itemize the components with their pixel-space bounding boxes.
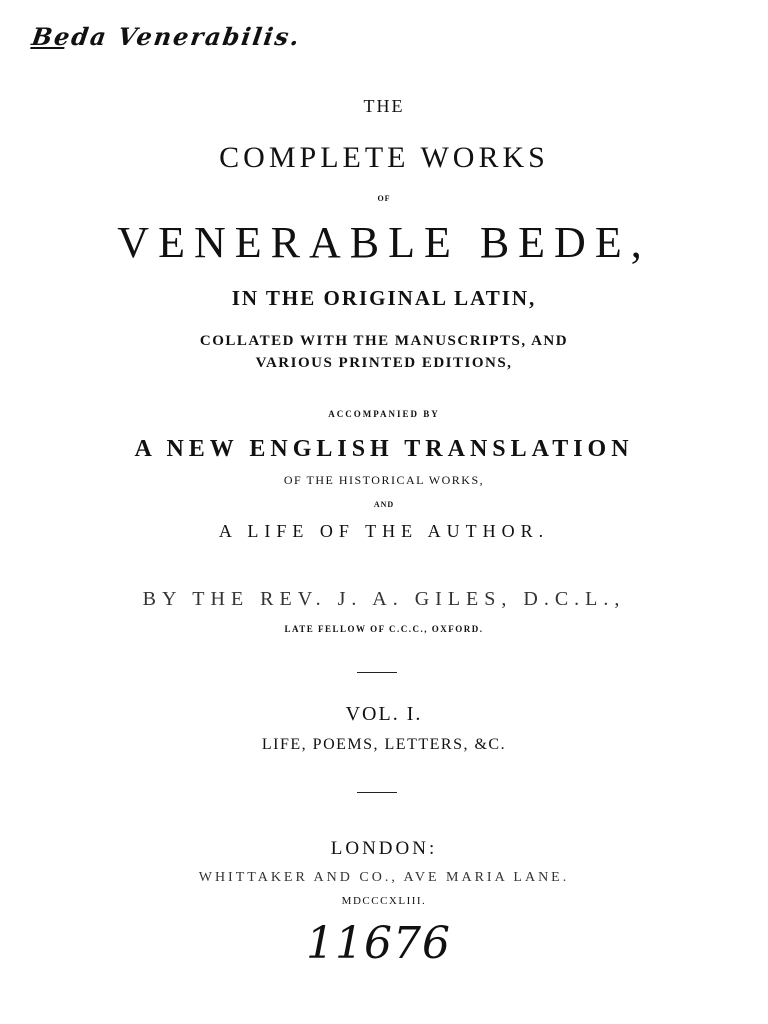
- editor-affiliation: LATE FELLOW OF C.C.C., OXFORD.: [284, 624, 484, 634]
- signature-underline: [30, 47, 64, 49]
- publication-place: LONDON:: [330, 838, 438, 859]
- accompanied-by: ACCOMPANIED BY: [328, 409, 440, 419]
- historical-works: OF THE HISTORICAL WORKS,: [283, 473, 485, 487]
- title-author-name: VENERABLE BEDE,: [117, 218, 651, 267]
- volume-number: VOL. I.: [345, 703, 423, 725]
- editor-byline: BY THE REV. J. A. GILES, D.C.L.,: [142, 588, 626, 610]
- life-of-author: A LIFE OF THE AUTHOR.: [218, 521, 550, 541]
- title-complete-works: COMPLETE WORKS: [219, 141, 549, 174]
- subtitle-collated-line-2: VARIOUS PRINTED EDITIONS,: [255, 355, 513, 371]
- title-of: OF: [377, 194, 391, 203]
- subtitle-original-latin: IN THE ORIGINAL LATIN,: [231, 286, 537, 310]
- divider-rule: [357, 792, 397, 793]
- handwritten-signature-text: Beda Venerabilis.: [29, 22, 303, 51]
- handwritten-signature: [30, 22, 303, 51]
- subtitle-collated-line-1: COLLATED WITH THE MANUSCRIPTS, AND: [199, 333, 569, 349]
- volume-contents: LIFE, POEMS, LETTERS, &C.: [261, 736, 507, 753]
- conjunction-and: AND: [373, 500, 395, 509]
- divider-rule: [357, 672, 397, 673]
- new-english-translation: A NEW ENGLISH TRANSLATION: [134, 436, 634, 462]
- title-the: THE: [363, 96, 405, 116]
- publication-year: MDCCCXLIII.: [341, 895, 427, 907]
- publisher: WHITTAKER AND CO., AVE MARIA LANE.: [198, 870, 570, 885]
- handwritten-catalog-number: 11676: [306, 918, 451, 969]
